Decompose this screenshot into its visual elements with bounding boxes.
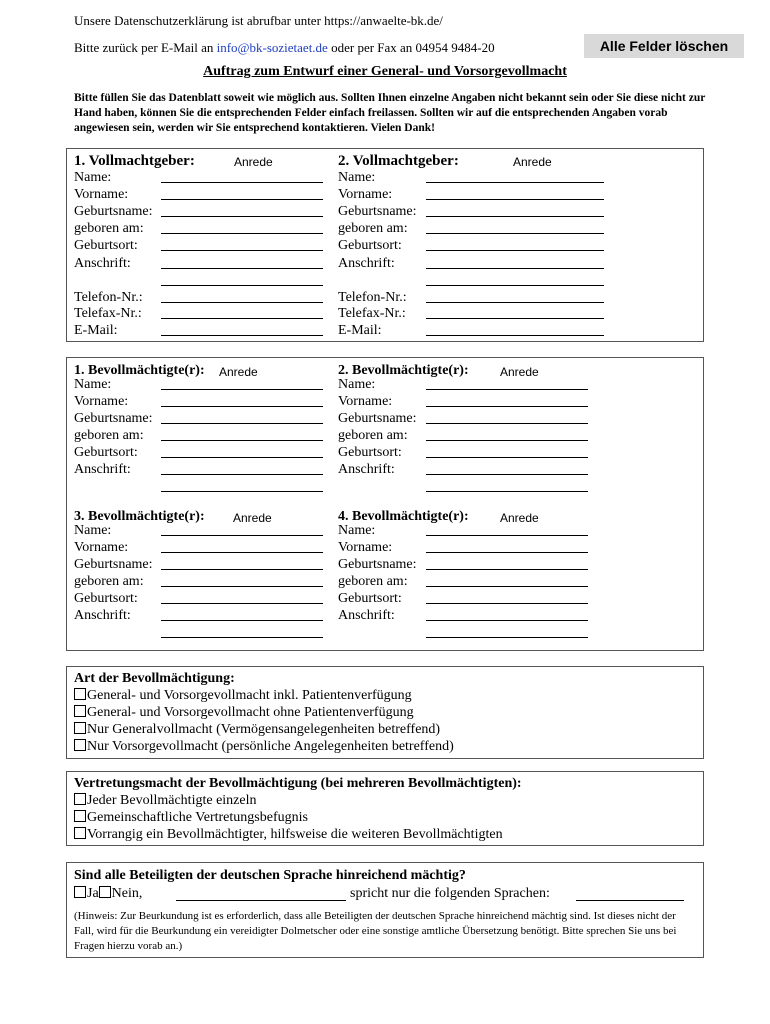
agent-1-anschrift-input[interactable]: [161, 474, 323, 475]
agent-3-vorname-input[interactable]: [161, 552, 323, 553]
sprache-ja-label: Ja: [87, 886, 99, 901]
grantor-2-geburtsname-label: Geburtsname:: [338, 204, 417, 219]
grantor-1-geburtsname-input[interactable]: [161, 216, 323, 217]
grantor-2-email-input[interactable]: [426, 335, 604, 336]
agent-1-title: 1. Bevollmächtigte(r):: [74, 363, 205, 378]
art-option-1[interactable]: [74, 688, 412, 704]
agent-4-geburtsname-input[interactable]: [426, 569, 588, 570]
agent-4-anschrift-input[interactable]: [426, 620, 588, 621]
agent-1-vorname-input[interactable]: [161, 406, 323, 407]
agent-2-name-label: Name:: [338, 377, 376, 392]
agent-1-anrede[interactable]: Anrede: [219, 365, 258, 379]
grantor-1-telefon-label: Telefon-Nr.:: [74, 290, 143, 305]
privacy-notice: Unsere Datenschutzerklärung ist abrufbar unter https://anwaelte-bk.de/: [74, 13, 443, 28]
grantor-1-vorname-input[interactable]: [161, 199, 323, 200]
grantor-2-geboren-label: geboren am:: [338, 221, 408, 236]
agent-1-geboren-label: geboren am:: [74, 428, 144, 443]
agent-2-geburtsort-input[interactable]: [426, 457, 588, 458]
agent-4-name-input[interactable]: [426, 535, 588, 536]
grantor-2-geburtsort-input[interactable]: [426, 250, 604, 251]
agent-2-vorname-label: Vorname:: [338, 394, 393, 409]
sprache-nein-label: Nein,: [111, 886, 143, 901]
grantor-1-geburtsort-label: Geburtsort:: [74, 238, 138, 253]
sprache-languages-input[interactable]: [576, 900, 684, 901]
agent-2-anschrift-input[interactable]: [426, 474, 588, 475]
agent-4-title: 4. Bevollmächtigte(r):: [338, 509, 469, 524]
email-link[interactable]: info@bk-sozietaet.de: [216, 40, 328, 55]
grantor-1-title: 1. Vollmachtgeber:: [74, 153, 195, 169]
agent-1-geburtsname-input[interactable]: [161, 423, 323, 424]
sprache-title: Sind alle Beteiligten der deutschen Sprache hinreichend mächtig?: [74, 868, 466, 883]
art-option-1-label: General- und Vorsorgevollmacht inkl. Patientenverfügung: [87, 688, 412, 703]
grantor-1-email-input[interactable]: [161, 335, 323, 336]
grantor-1-telefon-input[interactable]: [161, 302, 323, 303]
grantor-2-anschrift2-input[interactable]: [426, 285, 604, 286]
grantor-1-name-label: Name:: [74, 170, 112, 185]
grantor-1-geburtsort-input[interactable]: [161, 250, 323, 251]
grantor-1-telefax-label: Telefax-Nr.:: [74, 306, 142, 321]
agent-4-geboren-input[interactable]: [426, 586, 588, 587]
agent-4-vorname-label: Vorname:: [338, 540, 393, 555]
agent-3-geboren-label: geboren am:: [74, 574, 144, 589]
grantor-1-geboren-label: geboren am:: [74, 221, 144, 236]
art-option-3-checkbox[interactable]: [74, 722, 86, 734]
grantor-2-geboren-input[interactable]: [426, 233, 604, 234]
grantor-1-email-label: E-Mail:: [74, 323, 118, 338]
agent-2-geburtsort-label: Geburtsort:: [338, 445, 402, 460]
sprache-ja-checkbox[interactable]: [74, 886, 86, 898]
agent-3-anschrift-input[interactable]: [161, 620, 323, 621]
grantor-2-telefax-label: Telefax-Nr.:: [338, 306, 406, 321]
vertretung-title: Vertretungsmacht der Bevollmächtigung (bei mehreren Bevollmächtigten):: [74, 776, 522, 791]
agent-3-anrede[interactable]: Anrede: [233, 511, 272, 525]
sprache-spricht-label: spricht nur die folgenden Sprachen:: [350, 886, 550, 901]
grantor-1-vorname-label: Vorname:: [74, 187, 129, 202]
grantor-1-name-input[interactable]: [161, 182, 323, 183]
agent-1-anschrift2-input[interactable]: [161, 491, 323, 492]
agent-3-anschrift-label: Anschrift:: [74, 608, 131, 623]
agent-1-geboren-input[interactable]: [161, 440, 323, 441]
agent-4-vorname-input[interactable]: [426, 552, 588, 553]
grantor-1-anrede[interactable]: Anrede: [234, 155, 273, 169]
agent-1-name-input[interactable]: [161, 389, 323, 390]
grantor-1-anschrift-label: Anschrift:: [74, 256, 131, 271]
grantor-1-geboren-input[interactable]: [161, 233, 323, 234]
intro-text: Bitte füllen Sie das Datenblatt soweit wie möglich aus. Sollten Ihnen einzelne Angaben nicht bekannt sein oder Sie diese nicht zur Hand haben, können Sie die entsprechenden Felder einfach freilassen. Sollten wir auf die entsprechenden Angaben vorab angewiesen sein, werden wir Sie entsprechend kontaktieren. Vielen Dank!: [74, 92, 706, 134]
agent-2-geburtsname-label: Geburtsname:: [338, 411, 417, 426]
vertretung-option-3[interactable]: [74, 827, 503, 843]
grantor-2-geburtsort-label: Geburtsort:: [338, 238, 402, 253]
vertretung-option-2-checkbox[interactable]: [74, 810, 86, 822]
art-option-4-checkbox[interactable]: [74, 739, 86, 751]
art-option-4[interactable]: [74, 739, 454, 755]
agent-3-title: 3. Bevollmächtigte(r):: [74, 509, 205, 524]
art-option-2-checkbox[interactable]: [74, 705, 86, 717]
sprache-person-input[interactable]: [176, 900, 346, 901]
agent-1-anschrift-label: Anschrift:: [74, 462, 131, 477]
agent-3-geburtsname-input[interactable]: [161, 569, 323, 570]
vertretung-option-2-label: Gemeinschaftliche Vertretungsbefugnis: [87, 810, 308, 825]
grantor-1-geburtsname-label: Geburtsname:: [74, 204, 153, 219]
agent-2-anschrift2-input[interactable]: [426, 491, 588, 492]
clear-all-fields-button[interactable]: Alle Felder löschen: [584, 34, 744, 58]
grantor-2-anschrift-input[interactable]: [426, 268, 604, 269]
grantor-2-anrede[interactable]: Anrede: [513, 155, 552, 169]
vertretung-option-2[interactable]: [74, 810, 308, 826]
sprache-nein-checkbox[interactable]: [99, 886, 111, 898]
agent-1-name-label: Name:: [74, 377, 112, 392]
art-option-2-label: General- und Vorsorgevollmacht ohne Patientenverfügung: [87, 705, 414, 720]
vertretung-option-3-label: Vorrangig ein Bevollmächtigter, hilfsweise die weiteren Bevollmächtigten: [87, 827, 503, 842]
grantor-1-anschrift-input[interactable]: [161, 268, 323, 269]
grantor-2-name-input[interactable]: [426, 182, 604, 183]
art-option-2[interactable]: [74, 705, 414, 721]
return-prefix: Bitte zurück per E-Mail an: [74, 40, 217, 55]
page-title: Auftrag zum Entwurf einer General- und Vorsorgevollmacht: [203, 64, 567, 79]
agent-3-vorname-label: Vorname:: [74, 540, 129, 555]
grantor-1-anschrift2-input[interactable]: [161, 285, 323, 286]
grantor-2-telefax-input[interactable]: [426, 318, 604, 319]
agent-1-geburtsname-label: Geburtsname:: [74, 411, 153, 426]
grantor-2-telefon-label: Telefon-Nr.:: [338, 290, 407, 305]
agent-4-anschrift2-input[interactable]: [426, 637, 588, 638]
agent-1-vorname-label: Vorname:: [74, 394, 129, 409]
grantor-1-telefax-input[interactable]: [161, 318, 323, 319]
grantor-2-vorname-label: Vorname:: [338, 187, 393, 202]
agent-3-geburtsort-input[interactable]: [161, 603, 323, 604]
grantor-2-telefon-input[interactable]: [426, 302, 604, 303]
art-option-3-label: Nur Generalvollmacht (Vermögensangelegenheiten betreffend): [87, 722, 441, 737]
agent-4-geburtsort-label: Geburtsort:: [338, 591, 402, 606]
return-suffix: oder per Fax an 04954 9484-20: [327, 40, 495, 55]
agent-2-title: 2. Bevollmächtigte(r):: [338, 363, 469, 378]
agent-1-geburtsort-input[interactable]: [161, 457, 323, 458]
grantor-2-name-label: Name:: [338, 170, 376, 185]
vertretung-option-1[interactable]: [74, 793, 257, 809]
agent-1-geburtsort-label: Geburtsort:: [74, 445, 138, 460]
art-option-4-label: Nur Vorsorgevollmacht (persönliche Angelegenheiten betreffend): [87, 739, 454, 754]
agent-2-geburtsname-input[interactable]: [426, 423, 588, 424]
agent-3-anschrift2-input[interactable]: [161, 637, 323, 638]
agent-2-anschrift-label: Anschrift:: [338, 462, 395, 477]
sprache-row: [74, 886, 142, 902]
agent-2-geboren-input[interactable]: [426, 440, 588, 441]
agent-3-name-label: Name:: [74, 523, 112, 538]
art-title: Art der Bevollmächtigung:: [74, 671, 235, 686]
agent-3-geboren-input[interactable]: [161, 586, 323, 587]
agent-2-geboren-label: geboren am:: [338, 428, 408, 443]
agent-4-anschrift-label: Anschrift:: [338, 608, 395, 623]
grantor-2-email-label: E-Mail:: [338, 323, 382, 338]
agent-4-geburtsname-label: Geburtsname:: [338, 557, 417, 572]
grantor-2-geburtsname-input[interactable]: [426, 216, 604, 217]
agent-2-anrede[interactable]: Anrede: [500, 365, 539, 379]
grantor-2-anschrift-label: Anschrift:: [338, 256, 395, 271]
grantor-2-vorname-input[interactable]: [426, 199, 604, 200]
agent-2-vorname-input[interactable]: [426, 406, 588, 407]
agent-4-geburtsort-input[interactable]: [426, 603, 588, 604]
agent-3-geburtsname-label: Geburtsname:: [74, 557, 153, 572]
art-option-3[interactable]: [74, 722, 440, 738]
agent-3-name-input[interactable]: [161, 535, 323, 536]
vertretung-option-1-checkbox[interactable]: [74, 793, 86, 805]
vertretung-option-3-checkbox[interactable]: [74, 827, 86, 839]
agent-4-name-label: Name:: [338, 523, 376, 538]
agent-4-anrede[interactable]: Anrede: [500, 511, 539, 525]
sprache-hinweis: (Hinweis: Zur Beurkundung ist es erforderlich, dass alle Beteiligten der deutschen Sprache hinreichend mächtig sind. Ist dieses nicht der Fall, wird für die Beurkundung ein vereidigter Dolmetscher oder eine sonstige amtliche Übersetzung benötigt. Bitte sprechen Sie uns bei Fragen hierzu vorab an.): [74, 910, 677, 952]
grantor-2-title: 2. Vollmachtgeber:: [338, 153, 459, 169]
return-instructions: [74, 40, 495, 56]
art-option-1-checkbox[interactable]: [74, 688, 86, 700]
agent-4-geboren-label: geboren am:: [338, 574, 408, 589]
agent-2-name-input[interactable]: [426, 389, 588, 390]
agent-3-geburtsort-label: Geburtsort:: [74, 591, 138, 606]
vertretung-option-1-label: Jeder Bevollmächtigte einzeln: [87, 793, 257, 808]
